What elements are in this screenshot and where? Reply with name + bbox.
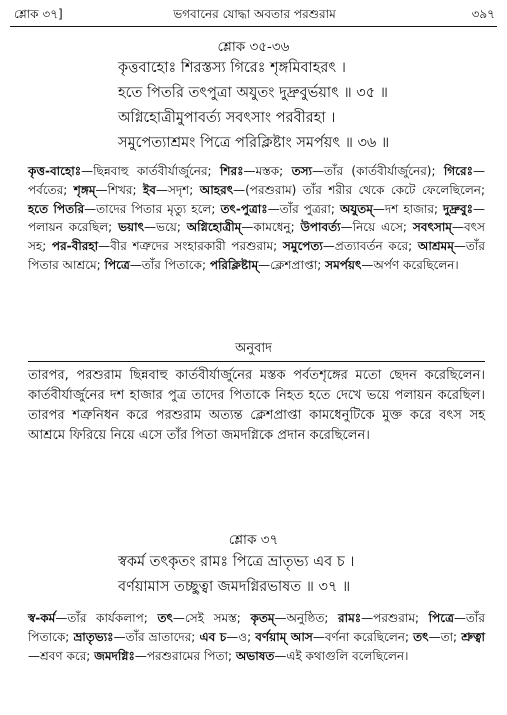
synonym-term: দুদ্রুবুঃ xyxy=(443,201,473,216)
synonym-gloss: —তাঁর পিতার আশ্রমে; xyxy=(28,239,485,272)
synonyms-text xyxy=(28,609,485,665)
synonym-gloss: —ছিন্নবাহু কার্তবীর্যার্জুনের; xyxy=(81,164,220,178)
synonym-term: আশ্রমম্ xyxy=(417,239,454,254)
header-verse-ref: শ্লোক ৩৭] xyxy=(14,7,63,21)
verse-heading: শ্লোক ৩৭ xyxy=(228,532,279,548)
synonym-gloss: —পর্বতের; xyxy=(28,164,485,197)
synonym-term: পর-বীরহা xyxy=(51,239,99,254)
synonym-term: তৎ-পুত্রাঃ xyxy=(220,201,268,216)
synonym-gloss: —অর্পণ করেছিলেন। xyxy=(361,257,459,272)
synonym-term: অভাষত xyxy=(235,648,275,663)
synonym-gloss: —তাঁর পিতাকে; xyxy=(129,257,210,272)
synonym-term: ইব xyxy=(143,182,156,197)
verse-line: অগ্নিহোত্রীমুপাবর্ত্য সবৎসাং পরবীরহা । xyxy=(118,110,336,126)
synonym-gloss: —তাঁর পিতাকে; xyxy=(28,611,485,644)
translation-heading: অনুবাদ xyxy=(235,341,272,356)
synonym-gloss: —(পরশুরাম) তাঁর শরীর থেকে কেটে ফেলেছিলেন; xyxy=(233,182,485,197)
translation-rule xyxy=(28,361,485,362)
synonym-gloss: —তাঁর ভ্রাতাদের; xyxy=(113,629,200,644)
synonym-gloss: —ক্লেশপ্রাপ্তা; xyxy=(258,257,326,272)
verse-line: বর্ণয়ামাস তচ্ছুত্বা জমদগ্নিরভাষত ॥ ৩৭ ॥ xyxy=(118,579,351,595)
synonym-term: জমদগ্নিঃ xyxy=(94,648,135,663)
synonym-gloss: —প্রত্যাবর্তন করে; xyxy=(322,239,418,254)
synonym-gloss: —পরশুরাম; xyxy=(361,611,429,625)
synonym-term: স্ব-কর্ম xyxy=(28,611,56,625)
synonym-term: ভয়াৎ xyxy=(118,220,144,235)
synonym-term: সমর্পয়ৎ xyxy=(325,257,362,272)
synonym-term: তৎ xyxy=(157,611,173,625)
translation-text: তারপর, পরশুরাম ছিন্নবাহু কার্তবীর্যার্জুনের মস্তক পর্বতশৃঙ্গের মতো ছেদন করেছিলেন। কার্তবীর্যার্জুনের দশ হাজার পুত্র তাদের পিতাকে নিহত হতে দেখে ভয়ে পলায়ন করেছিল। তারপর শত্রুনিধন করে পরশুরাম অত্যন্ত ক্লেশপ্রাপ্তা কামধেনুটিকে মুক্ত করে বৎস সহ আশ্রমে ফিরিয়ে নিয়ে এসে তাঁর পিতা জমদগ্নিকে প্রদান করেছিলেন। xyxy=(28,368,485,443)
synonym-gloss: —ও; xyxy=(226,629,256,644)
synonyms-text xyxy=(28,162,485,275)
synonym-gloss: —তাদের পিতার মৃত্যু হলে; xyxy=(84,201,221,216)
synonym-term: বর্ণয়াম্ আস xyxy=(255,629,313,644)
synonyms-paragraph xyxy=(28,162,485,275)
synonym-gloss: —পরশুরামের পিতা; xyxy=(134,648,236,663)
synonym-gloss: —নিয়ে এসে; xyxy=(340,220,413,235)
synonym-gloss: —অনুষ্ঠিত; xyxy=(274,611,339,625)
synonym-gloss: —শ্রবণ করে; xyxy=(28,648,95,663)
synonym-term: পিত্রে xyxy=(428,611,454,625)
synonym-term: তস্য xyxy=(291,164,312,178)
synonym-term: অযুতম্ xyxy=(339,201,373,216)
synonym-term: কৃত্ত-বাহোঃ xyxy=(28,164,82,178)
synonym-term: শিরঃ xyxy=(219,164,244,178)
verse-heading: শ্লোক ৩৫-৩৬ xyxy=(217,39,290,55)
synonym-gloss: —বর্ণনা করেছিলেন; xyxy=(312,629,414,644)
synonym-term: রামঃ xyxy=(338,611,362,625)
synonym-term: সবৎসাম্ xyxy=(412,220,452,235)
page-number: ৩৯৭ xyxy=(471,7,495,21)
synonym-term: আহরৎ xyxy=(199,182,234,197)
synonym-gloss: —তাঁর কার্যকলাপ; xyxy=(55,611,158,625)
synonym-term: গিরেঃ xyxy=(443,164,473,178)
synonym-gloss: —ভয়ে; xyxy=(144,220,187,235)
synonyms-paragraph xyxy=(28,609,485,665)
synonym-gloss: —কামধেনু; xyxy=(241,220,301,235)
synonym-gloss: —সেই সমস্ত; xyxy=(172,611,251,625)
synonym-gloss: —বীর শত্রুদের সংহারকারী পরশুরাম; xyxy=(98,239,283,254)
synonym-term: অগ্নিহোত্রীম্ xyxy=(186,220,242,235)
synonym-gloss: —বৎস সহ; xyxy=(28,220,485,254)
verse-line: সমুপেত্যাশ্রমং পিত্রে পরিক্লিষ্টাং সমর্পয়ৎ ॥ ৩৬ ॥ xyxy=(118,135,390,151)
synonym-term: শৃঙ্গম্ xyxy=(73,182,96,197)
synonym-term: পিত্রে xyxy=(104,257,130,272)
synonym-term: তৎ xyxy=(413,629,429,644)
synonym-term: কৃতম্ xyxy=(250,611,275,625)
synonym-term: এব চ xyxy=(199,629,227,644)
verse-line: স্বকর্ম তৎকৃতং রামঃ পিত্রে ভ্রাতৃভ্য এব চ । xyxy=(118,554,355,570)
synonym-term: পরিক্লিষ্টাম্ xyxy=(209,257,259,272)
header-chapter-title: ভগবানের যোদ্ধা অবতার পরশুরাম xyxy=(173,7,336,21)
synonym-term: শ্রুত্বা xyxy=(461,629,486,644)
synonym-gloss: —পলায়ন করেছিল; xyxy=(28,201,485,235)
header-rule xyxy=(10,26,497,27)
synonym-term: উপাবর্ত্য xyxy=(300,220,341,235)
synonym-term: হতে পিতরি xyxy=(28,201,85,216)
synonym-term: ভ্রাতৃভ্যঃ xyxy=(73,629,114,644)
running-header xyxy=(14,6,495,22)
synonym-gloss: —এই কথাগুলি বলেছিলেন। xyxy=(274,648,409,663)
synonym-gloss: —সদৃশ; xyxy=(155,182,200,197)
synonym-gloss: —তাঁর (কার্তবীর্যার্জুনের); xyxy=(311,164,444,178)
synonym-gloss: —মস্তক; xyxy=(243,164,292,178)
synonym-term: সমুপেত্য xyxy=(282,239,323,254)
synonym-gloss: —শিখর; xyxy=(95,182,144,197)
synonym-gloss: —তাঁর পুত্ররা; xyxy=(267,201,340,216)
synonym-gloss: —দশ হাজার; xyxy=(372,201,444,216)
verse-line: কৃত্তবাহোঃ শিরস্তস্য গিরেঃ শৃঙ্গমিবাহরৎ । xyxy=(118,60,346,76)
synonym-gloss: —তা; xyxy=(428,629,462,644)
verse-line: হতে পিতরি তৎপুত্রা অযুতং দুদ্রুবুর্ভয়াৎ ॥ ৩৫ ॥ xyxy=(118,85,388,101)
